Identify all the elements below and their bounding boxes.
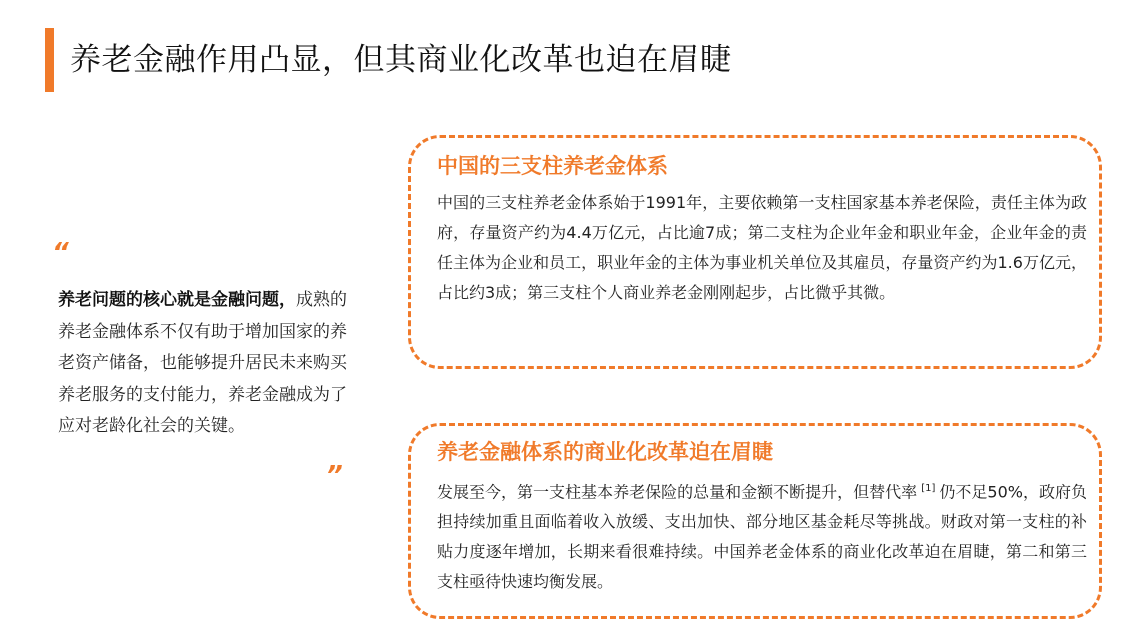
panel-body [437,474,1087,597]
panel-title: 养老金融体系的商业化改革迫在眉睫 [437,440,773,464]
quote-body: 成熟的养老金融体系不仅有助于增加国家的养老资产储备，也能够提升居民未来购买养老服务的支付能力，养老金融成为了应对老龄化社会的关键。 [58,290,347,436]
quote-lead: 养老问题的核心就是金融问题， [58,290,296,310]
three-pillar-panel [408,135,1102,369]
reference-marker[interactable]: [1] [921,483,936,494]
panel-body-before-ref: 发展至今，第一支柱基本养老保险的总量和金额不断提升，但替代率 [437,482,918,502]
title-accent-bar [45,28,54,92]
page-title: 养老金融作用凸显，但其商业化改革也迫在眉睫 [70,42,732,78]
panel-body-after-ref: 仍不足50%，政府负担持续加重且面临着收入放缓、支出加快、部分地区基金耗尽等挑战。财政对第一支柱的补贴力度逐年增加，长期来看很难持续。中国养老金体系的商业化改革迫在眉睫，第二和第三支柱亟待快速均衡发展。 [437,482,1087,592]
panel-title: 中国的三支柱养老金体系 [437,154,668,178]
close-quote-icon: ” [326,461,343,491]
open-quote-icon: “ [52,238,69,268]
quote-text [58,285,363,443]
panel-body: 中国的三支柱养老金体系始于1991年，主要依赖第一支柱国家基本养老保险，责任主体为政府，存量资产约为4.4万亿元，占比逾7成；第二支柱为企业年金和职业年金，企业年金的责任主体为企业和员工，职业年金的主体为事业机关单位及其雇员，存量资产约为1.6万亿元，占比约3成；第三支柱个人商业养老金刚刚起步，占比微乎其微。 [437,193,1087,302]
reform-panel [408,423,1102,619]
